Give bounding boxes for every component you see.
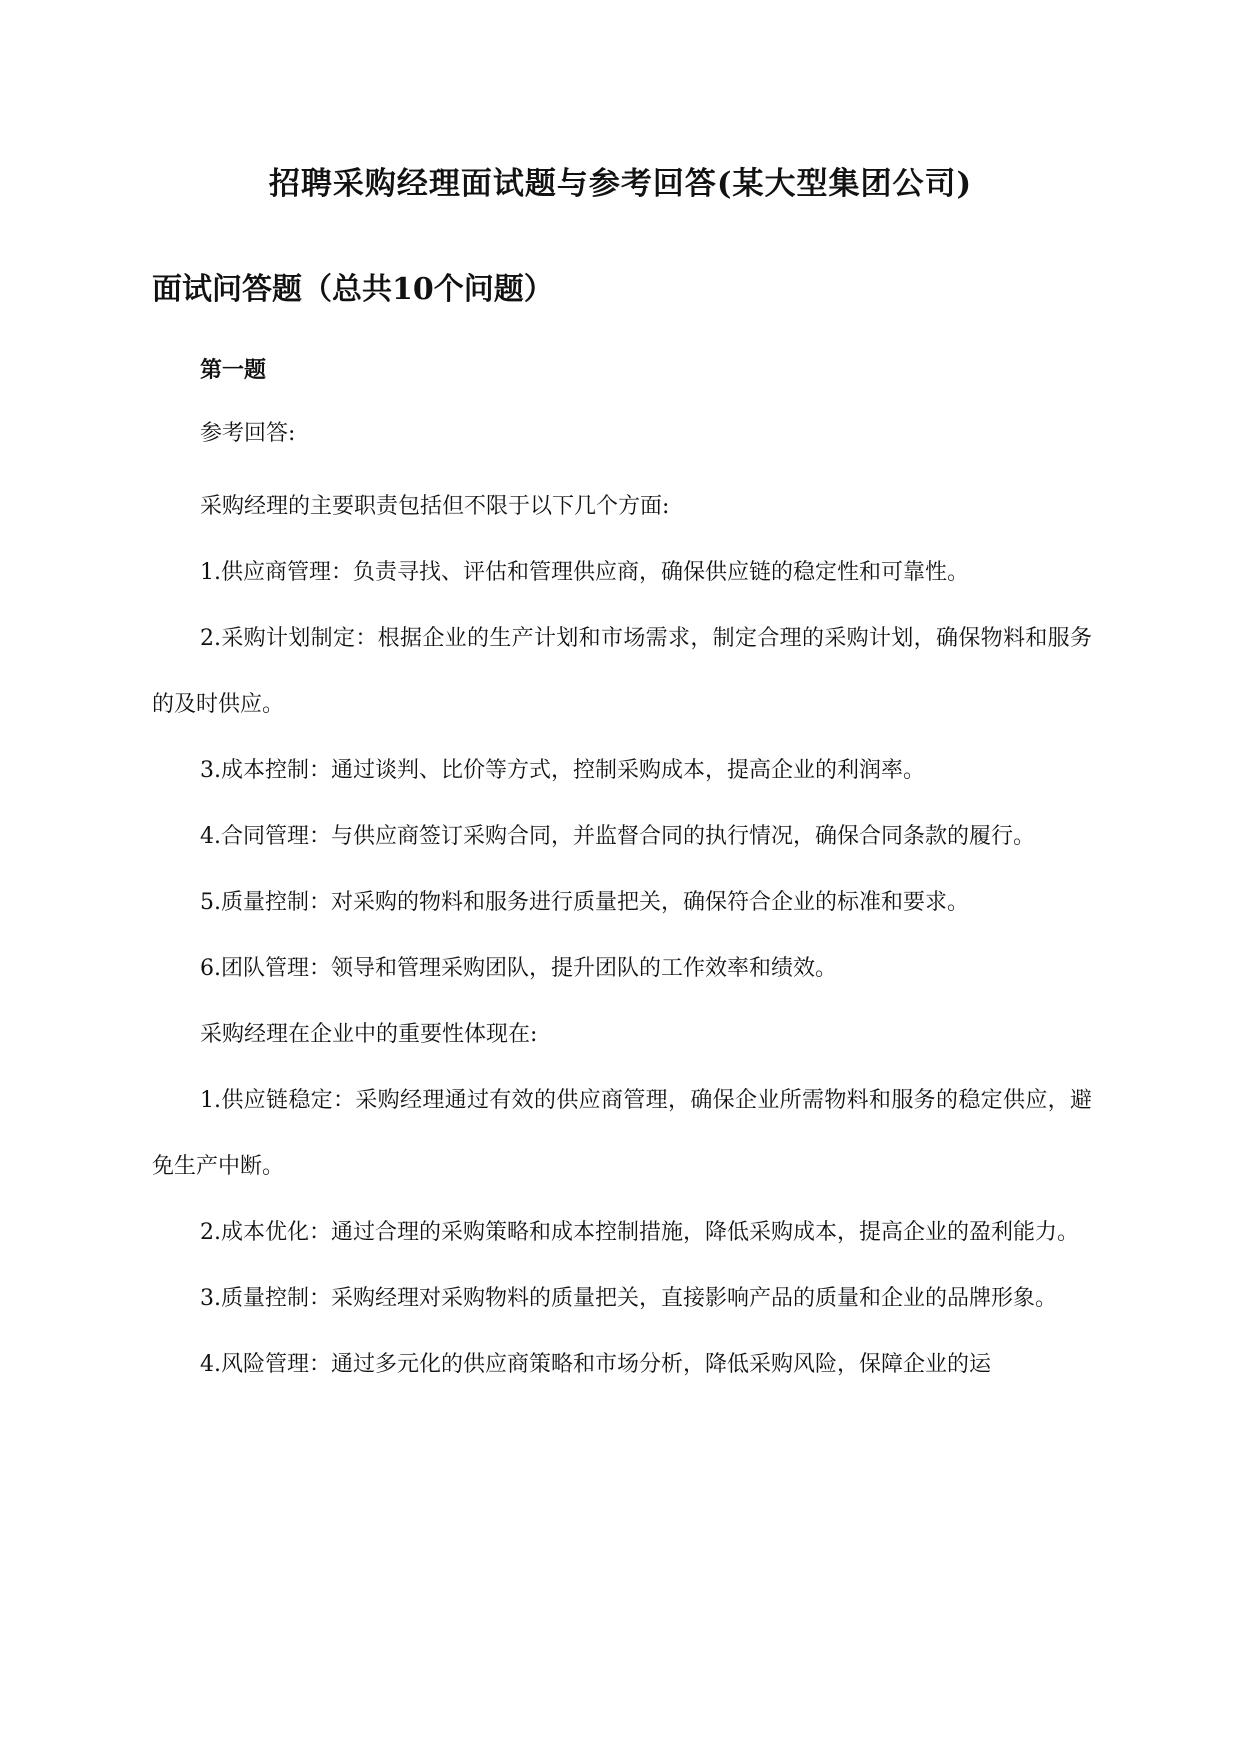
paragraph: 5.质量控制：对采购的物料和服务进行质量把关，确保符合企业的标准和要求。 xyxy=(200,890,969,915)
section-heading: 面试问答题（总共10个问题） xyxy=(152,272,554,307)
answer-content xyxy=(152,474,1092,1398)
paragraph: 1.供应商管理：负责寻找、评估和管理供应商，确保供应链的稳定性和可靠性。 xyxy=(200,560,969,585)
paragraph: 2.采购计划制定：根据企业的生产计划和市场需求，制定合理的采购计划，确保物料和服务的及时供应。 xyxy=(152,626,1092,717)
paragraph: 1.供应链稳定：采购经理通过有效的供应商管理，确保企业所需物料和服务的稳定供应，避免生产中断。 xyxy=(152,1088,1092,1179)
paragraph: 3.质量控制：采购经理对采购物料的质量把关，直接影响产品的质量和企业的品牌形象。 xyxy=(200,1286,1057,1311)
paragraph: 3.成本控制：通过谈判、比价等方式，控制采购成本，提高企业的利润率。 xyxy=(200,758,925,783)
paragraph: 6.团队管理：领导和管理采购团队，提升团队的工作效率和绩效。 xyxy=(200,956,837,981)
paragraph: 4.风险管理：通过多元化的供应商策略和市场分析，降低采购风险，保障企业的运 xyxy=(200,1352,991,1377)
paragraph: 2.成本优化：通过合理的采购策略和成本控制措施，降低采购成本，提高企业的盈利能力。 xyxy=(200,1220,1079,1245)
paragraph: 采购经理在企业中的重要性体现在: xyxy=(200,1022,538,1047)
document-title: 招聘采购经理面试题与参考回答(某大型集团公司) xyxy=(268,166,973,202)
paragraph: 4.合同管理：与供应商签订采购合同，并监督合同的执行情况，确保合同条款的履行。 xyxy=(200,824,1035,849)
answer-label: 参考回答: xyxy=(200,421,296,446)
question-title: 第一题 xyxy=(200,357,267,383)
paragraph: 采购经理的主要职责包括但不限于以下几个方面: xyxy=(200,494,670,519)
